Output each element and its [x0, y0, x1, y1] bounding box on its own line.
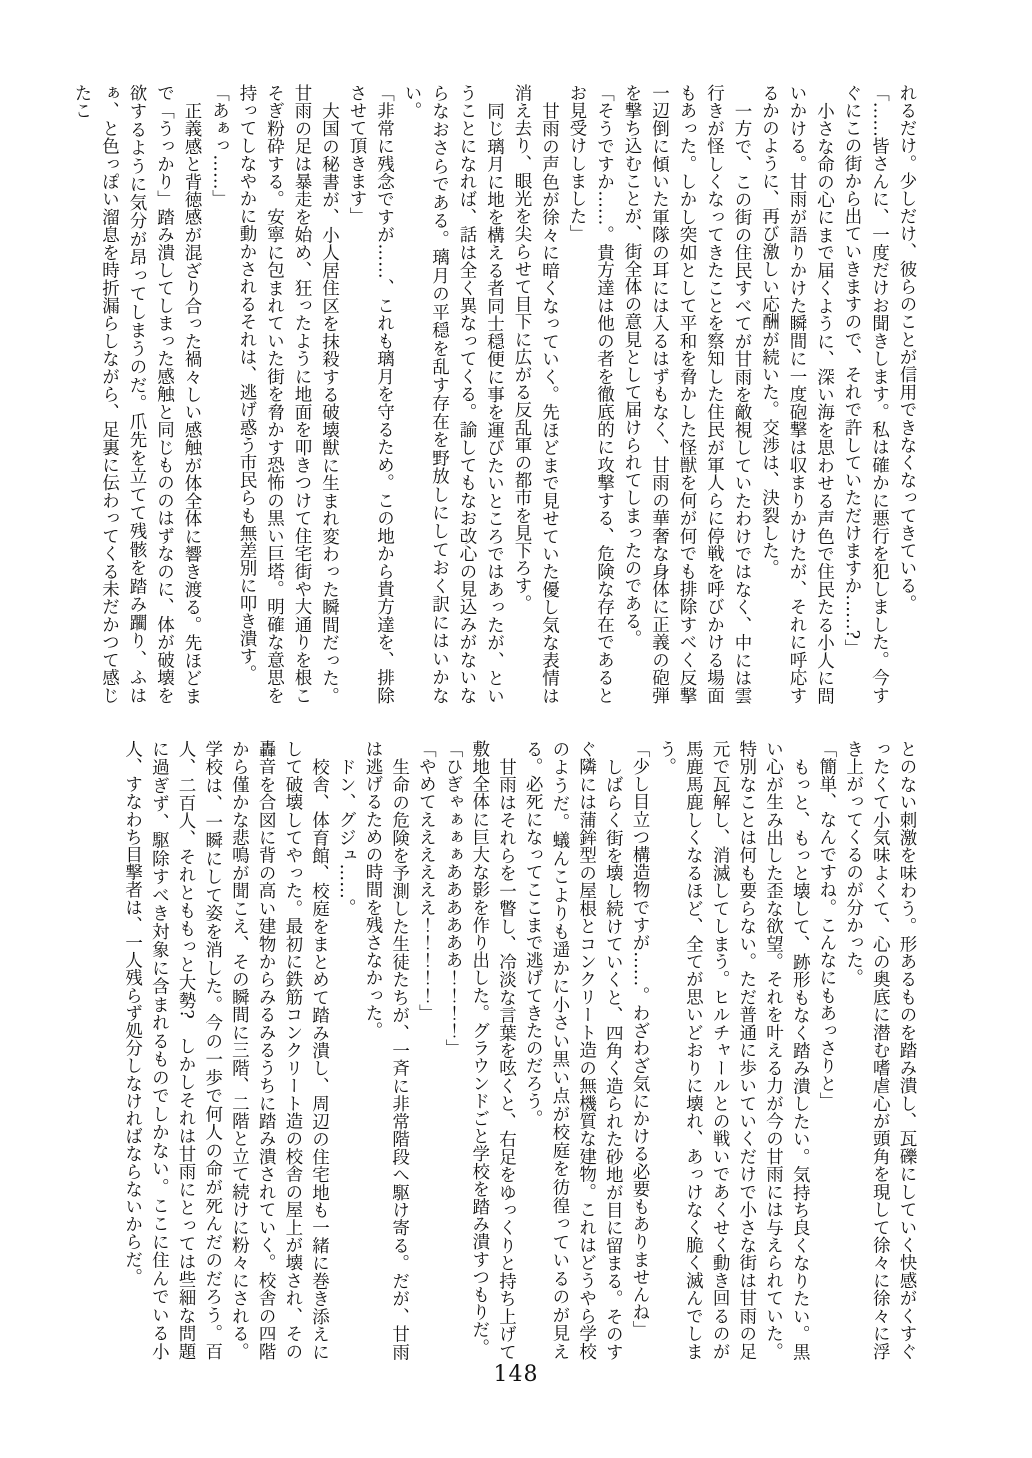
paragraph: 小さな命の心にまで届くように、深い海を思わせる声色で住民たる小人に問いかける。甘雨が語りかけた瞬間に一度砲撃は収まりかけたが、それに呼応するかのように、再び激しい応酬が続いた。交渉は、決裂した。	[759, 84, 835, 704]
paragraph: 「簡単、なんですね。こんなにもあっさりと」	[816, 740, 837, 1110]
paragraph: 一方で、この街の住民すべてが甘雨を敵視していたわけではなく、中には雲行きが怪しくなってきたことを察知した住民が軍人らに停戦を呼びかける場面もあった。しかし突如として平和を脅かした怪獣を何が何でも排除すべく反撃一辺倒に傾いた軍隊の耳には入るはずもなく、甘雨の華奢な身体に正義の砲弾を撃ち込むことが、街全体の意見として届けられてしまったのである。	[622, 84, 752, 704]
page-number: 148	[493, 1362, 539, 1387]
paragraph: もっと、もっと壊して、跡形もなく踏み潰したい。気持ち良くなりたい。黒い心が生み出した歪な欲望。それを叶える力が今の甘雨には与えられていた。特別なことは何も要らない。ただ普通に歩いていくだけで小さな街は甘雨の足元で瓦解し、消滅してしまう。ヒルチャールとの戦いであくせく動き回るのが馬鹿馬鹿しくなるほど、全てが思いどおりに壊れ、あっけなく脆く滅んでしまう。	[656, 740, 811, 1360]
paragraph: 大国の秘書が、小人居住区を抹殺する破壊獣に生まれ変わった瞬間だった。甘雨の足は暴走を始め、狂ったように地面を叩きつけて住宅街や大通りを根こそぎ粉砕する。安寧に包まれていた街を脅かす恐怖の黒い巨塔。明確な意思を持ってしなやかに動かされるそれは、逃げ惑う市民らも無差別に叩き潰す。	[237, 84, 340, 704]
paragraph: 甘雨はそれらを一瞥し、冷淡な言葉を呟くと、右足をゆっくりと持ち上げて敷地全体に巨大な影を作り出した。グラウンドごと学校を踏み潰すつもりだ。	[469, 740, 517, 1360]
text-block-lower	[120, 740, 920, 1360]
paragraph: とのない刺激を味わう。形あるものを踏み潰し、瓦礫にしていく快感がくすぐったくて小気味よくて、心の奥底に潜む嗜虐心が頭角を現して徐々に徐々に浮き上がってくるのが分かった。	[843, 740, 917, 1360]
paragraph: 正義感と背徳感が混ざり合った禍々しい感触が体全体に響き渡る。先ほどまで「うっかり」踏み潰してしまった感触と同じもののはずなのに、体が破壊を欲するように気分が昂ってしまうのだ。爪先を立てて残骸を踏み躙り、ふはぁ、と色っぽい溜息を時折漏らしながら、足裏に伝わってくる未だかつて感じたこ	[72, 84, 202, 704]
paragraph: ドン、グジュ……。	[336, 757, 357, 916]
paragraph: 「そうですか……。貴方達は他の者を徹底的に攻撃する、危険な存在であるとお見受けしました」	[567, 84, 615, 704]
paragraph: 「あぁっ……」	[209, 84, 230, 208]
paragraph: 甘雨の声色が徐々に暗くなっていく。先ほどまで見せていた優し気な表情は消え去り、眼光を尖らせて目下に広がる反乱軍の都市を見下ろす。	[512, 84, 560, 704]
paragraph: 「やめてええええええ！！！！！」	[416, 740, 437, 1022]
paragraph: 生命の危険を予測した生徒たちが、一斉に非常階段へ駆け寄る。だが、甘雨は逃げるための時間を残さなかった。	[362, 740, 410, 1360]
paragraph: れるだけ。少しだけ、彼らのことが信用できなくなってきている。	[897, 84, 917, 612]
paragraph: 同じ璃月に地を構える者同士穏便に事を運びたいところではあったが、ということになれば、話は全く異なってくる。諭してもなお改心の見込みがないならなおさらである。璃月の平穏を乱す存在を野放しにしておく訳にはいかない。	[402, 84, 505, 704]
paragraph: 「……皆さんに、一度だけお聞きします。私は確かに悪行を犯しました。今すぐにこの街から出ていきますので、それで許していただけますか……?」	[842, 84, 890, 704]
paragraph: 校舎、体育館、校庭をまとめて踏み潰し、周辺の住宅地も一緒に巻き添えにして破壊してやった。最初に鉄筋コンクリート造の校舎の屋上が壊され、その轟音を合図に背の高い建物からみるみるうちに踏み潰されていく。校舎の四階から僅かな悲鳴が聞こえ、その瞬間に三階、二階と立て続けに粉々にされる。学校は、一瞬にして姿を消した。今の一歩で何人の命が死んだのだろう。百人、二百人、それとももっと大勢? しかしそれは甘雨にとっては些細な問題に過ぎず、駆除すべき対象に含まれるものでしかない。ここに住んでいる小人、すなわち目撃者は、一人残らず処分しなければならないからだ。	[122, 740, 330, 1360]
text-block-upper	[72, 84, 920, 704]
paragraph: 「少し目立つ構造物ですが……。わざわざ気にかける必要もありませんね」	[629, 740, 650, 1339]
paragraph: 「非常に残念ですが……、これも璃月を守るため。この地から貴方達を、排除させて頂きます」	[347, 84, 395, 704]
paragraph: しばらく街を壊し続けていくと、四角く造られた砂地が目に留まる。そのすぐ隣には蒲鉾型の屋根とコンクリート造の無機質な建物。これはどうやら学校のようだ。蟻んこよりも遥かに小さい黒い点が校庭を彷徨っているのが見える。必死になってここまで逃げてきたのだろう。	[523, 740, 624, 1360]
paragraph: 「ひぎゃぁぁぁああああああ！！！！」	[443, 740, 464, 1057]
